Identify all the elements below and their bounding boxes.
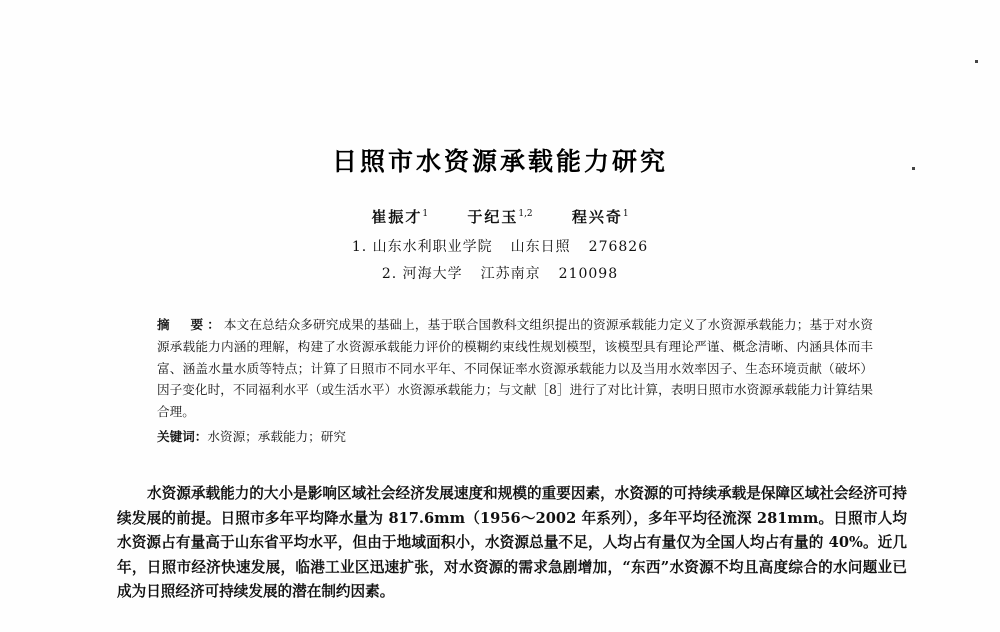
body-paragraph: 水资源承载能力的大小是影响区域社会经济发展速度和规模的重要因素，水资源的可持续承载是保障区域社会经济可持续发展的前提。日照市多年平均降水量为 817.6mm（1956～2002 年系列），多年平均径流深 281mm。日照市人均水资源占有量高于山东省平均水平，但由于地域面积小，水资源总量不足，人均占有量仅为全国人均占有量的 40%。近几年，日照市经济快速发展，临港工业区迅速扩张，对水资源的需求急剧增加，“东西”水资源不均且高度综合的水问题业已成为日照经济可持续发展的潜在制约因素。 bbox=[117, 485, 907, 600]
affiliation-institution: 2. 河海大学 bbox=[381, 266, 463, 282]
author bbox=[572, 208, 629, 226]
affiliation-postcode: 276826 bbox=[588, 239, 649, 255]
affiliation bbox=[0, 236, 1000, 256]
author-affiliation-mark: 1 bbox=[622, 209, 629, 219]
affiliation-place: 山东日照 bbox=[510, 239, 571, 255]
affiliation-place: 江苏南京 bbox=[480, 266, 541, 282]
affiliation bbox=[0, 263, 1000, 283]
author-name: 程兴奇 bbox=[571, 208, 623, 226]
author bbox=[371, 208, 428, 226]
abstract-label: 摘 要： bbox=[157, 317, 224, 332]
paper-title: 日照市水资源承载能力研究 bbox=[331, 147, 668, 176]
affiliation-institution: 1. 山东水利职业学院 bbox=[351, 239, 493, 255]
author-affiliation-mark: 1,2 bbox=[518, 209, 533, 219]
abstract bbox=[157, 314, 873, 423]
abstract-text: 本文在总结众多研究成果的基础上，基于联合国教科文组织提出的资源承载能力定义了水资源承载能力；基于对水资源承载能力内涵的理解，构建了水资源承载能力评价的模糊约束线性规划模型，该模型具有理论严谨、概念清晰、内涵具体而丰富、涵盖水量水质等特点；计算了日照市不同水平年、不同保证率水资源承载能力以及当用水效率因子、生态环境贡献（破坏）因子变化时，不同福利水平（或生活水平）水资源承载能力；与文献［8］进行了对比计算，表明日照市水资源承载能力计算结果合理。 bbox=[157, 317, 874, 420]
keywords-text: 水资源；承载能力；研究 bbox=[207, 429, 346, 444]
author-list bbox=[0, 206, 1000, 227]
author-name: 崔振才 bbox=[371, 208, 423, 226]
author-affiliation-mark: 1 bbox=[422, 209, 429, 219]
author-name: 于纪玉 bbox=[467, 208, 519, 226]
affiliation-postcode: 210098 bbox=[558, 266, 619, 282]
scan-speck bbox=[975, 60, 978, 63]
keywords bbox=[157, 427, 873, 447]
keywords-label: 关键词： bbox=[157, 429, 208, 444]
author bbox=[467, 208, 532, 226]
